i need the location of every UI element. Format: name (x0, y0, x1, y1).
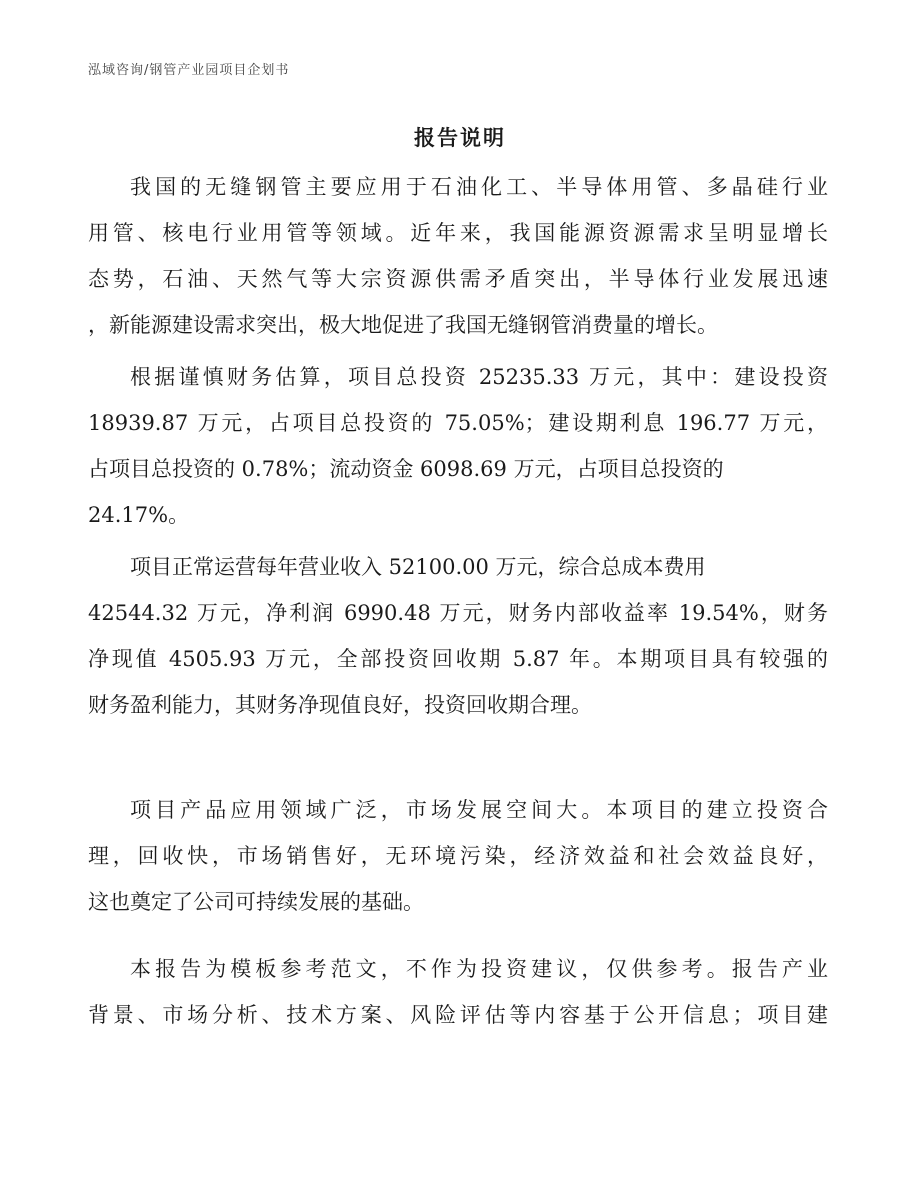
text-line: 项目产品应用领域广泛，市场发展空间大。本项目的建立投资合 (130, 798, 828, 822)
text-line: 本报告为模板参考范文，不作为投资建议，仅供参考。报告产业 (130, 957, 828, 981)
text-line: 24.17%。 (88, 503, 190, 527)
text-line: 用管、核电行业用管等领域。近年来，我国能源资源需求呈明显增长 (88, 221, 828, 245)
text-line: 净现值 4505.93 万元，全部投资回收期 5.87 年。本期项目具有较强的 (88, 647, 828, 671)
text-line: 背景、市场分析、技术方案、风险评估等内容基于公开信息；项目建 (88, 1003, 828, 1027)
text-line: 财务盈利能力，其财务净现值良好，投资回收期合理。 (88, 693, 592, 717)
text-line: 这也奠定了公司可持续发展的基础。 (88, 890, 424, 914)
text-line: 18939.87 万元，占项目总投资的 75.05%；建设期利息 196.77 万元， (88, 411, 828, 435)
section-title: 报告说明 (414, 126, 506, 150)
text-line: 项目正常运营每年营业收入 52100.00 万元，综合总成本费用 (130, 555, 706, 579)
text-line: 根据谨慎财务估算，项目总投资 25235.33 万元，其中：建设投资 (130, 365, 828, 389)
text-line: 态势，石油、天然气等大宗资源供需矛盾突出，半导体行业发展迅速 (88, 267, 828, 291)
text-line: 占项目总投资的 0.78%；流动资金 6098.69 万元，占项目总投资的 (88, 457, 724, 481)
text-line: 理，回收快，市场销售好，无环境污染，经济效益和社会效益良好， (88, 844, 828, 868)
running-header: 泓域咨询/钢管产业园项目企划书 (88, 63, 290, 78)
text-line: 我国的无缝钢管主要应用于石油化工、半导体用管、多晶硅行业 (130, 175, 828, 199)
text-line: ，新能源建设需求突出，极大地促进了我国无缝钢管消费量的增长。 (88, 313, 718, 337)
text-line: 42544.32 万元，净利润 6990.48 万元，财务内部收益率 19.54%，财务 (88, 601, 828, 625)
